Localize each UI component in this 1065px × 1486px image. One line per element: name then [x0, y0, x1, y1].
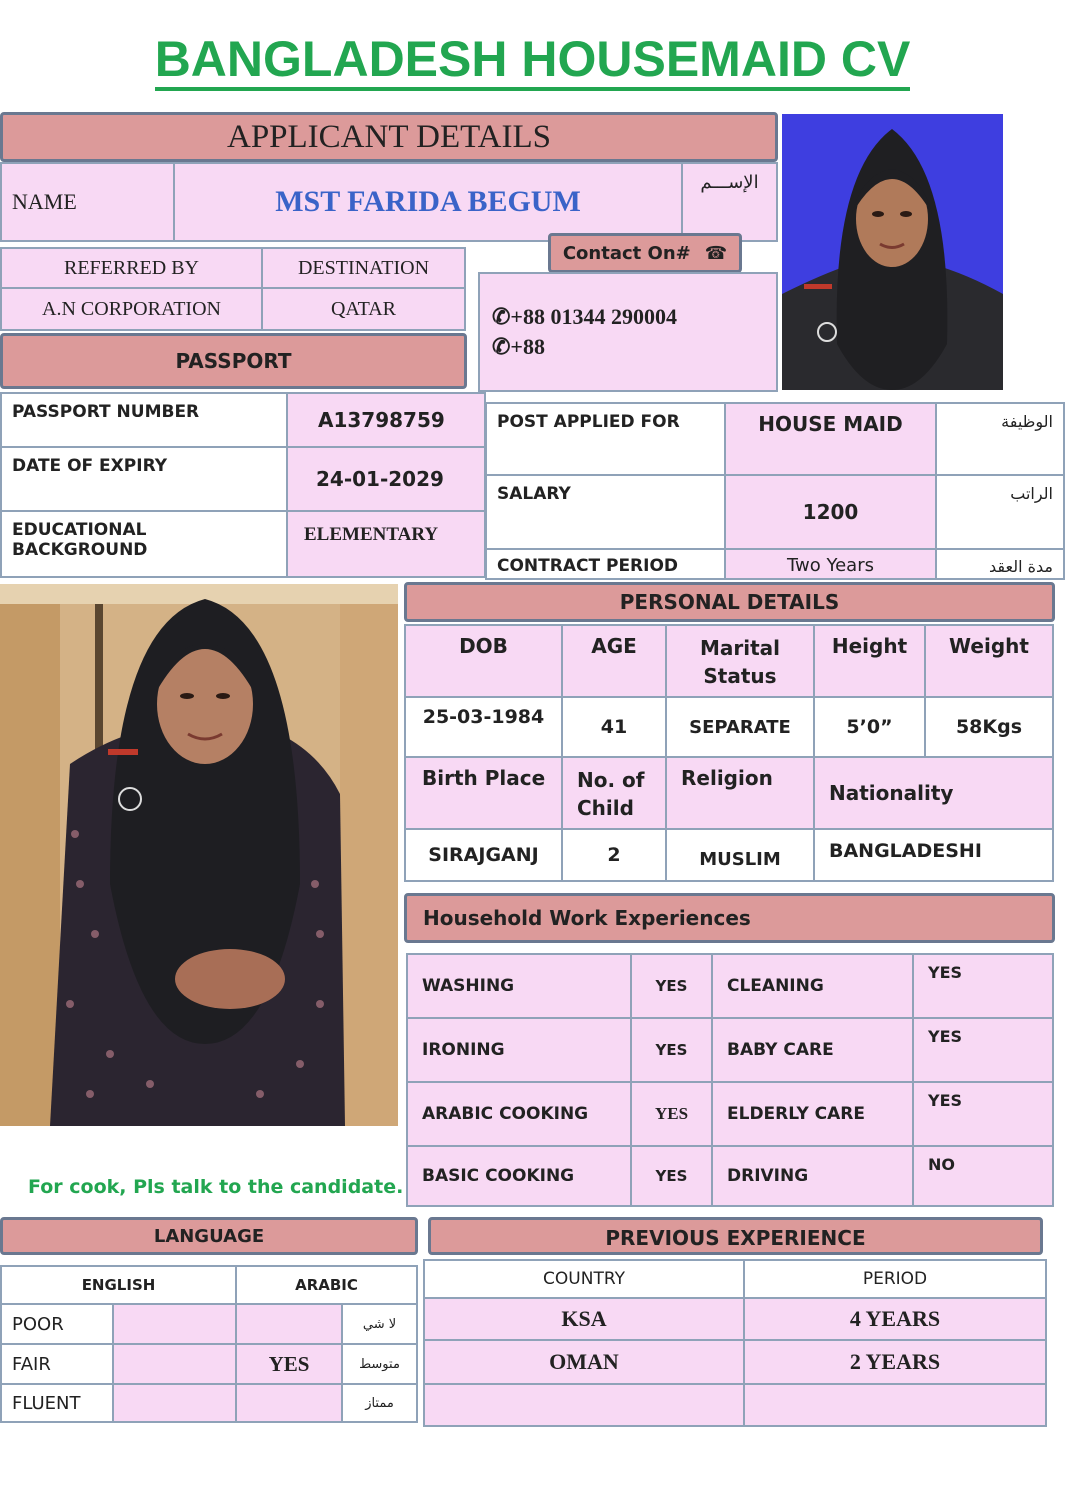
children-label: No. of Child: [561, 756, 667, 830]
previous-period: 4 YEARS: [743, 1297, 1047, 1341]
personal-details-header: PERSONAL DETAILS: [404, 582, 1055, 622]
work-left-label: ARABIC COOKING: [406, 1081, 632, 1147]
name-value: MST FARIDA BEGUM: [173, 162, 683, 242]
birthplace-label: Birth Place: [404, 756, 563, 830]
contract-arabic: مدة العقد: [935, 548, 1065, 580]
language-col-arabic: ARABIC: [235, 1265, 418, 1305]
headshot-photo: [782, 114, 1003, 390]
work-right-value: YES: [912, 1017, 1054, 1083]
previous-experience-header: PREVIOUS EXPERIENCE: [428, 1217, 1043, 1255]
work-right-label: BABY CARE: [711, 1017, 914, 1083]
age-label: AGE: [561, 624, 667, 698]
referred-by-label: REFERRED BY: [0, 247, 263, 289]
contract-label: CONTRACT PERIOD: [485, 548, 726, 580]
work-right-value: YES: [912, 953, 1054, 1019]
work-right-label: CLEANING: [711, 953, 914, 1019]
dob-value: 25-03-1984: [404, 696, 563, 758]
applicant-details-header: APPLICANT DETAILS: [0, 112, 778, 162]
post-label: POST APPLIED FOR: [485, 402, 726, 476]
education-label: EDUCATIONAL BACKGROUND: [0, 510, 288, 578]
contact-phone-2: ✆+88: [492, 334, 545, 359]
work-left-value: YES: [630, 1081, 713, 1147]
language-english-value: [112, 1303, 237, 1345]
language-arabic-label: متوسط: [341, 1343, 418, 1385]
previous-country: KSA: [423, 1297, 745, 1341]
salary-label: SALARY: [485, 474, 726, 550]
marital-label: Marital Status: [665, 624, 815, 698]
previous-period: 2 YEARS: [743, 1339, 1047, 1385]
work-left-label: IRONING: [406, 1017, 632, 1083]
work-right-value: NO: [912, 1145, 1054, 1207]
contract-value: Two Years: [724, 548, 937, 580]
previous-col-country: COUNTRY: [423, 1259, 745, 1299]
salary-arabic: الراتب: [935, 474, 1065, 550]
name-label: NAME: [0, 162, 175, 242]
language-level: POOR: [0, 1303, 114, 1345]
passport-number-label: PASSPORT NUMBER: [0, 392, 288, 448]
post-arabic: الوظيفة: [935, 402, 1065, 476]
cv-title: BANGLADESH HOUSEMAID CV: [0, 30, 1065, 88]
phone-icon: ☎: [704, 242, 728, 264]
full-body-photo: [0, 584, 398, 1126]
destination-value: QATAR: [261, 287, 466, 331]
name-arabic-label: الإســـم: [681, 162, 778, 242]
nationality-value: BANGLADESHI: [813, 828, 1054, 882]
language-arabic-value: YES: [235, 1343, 343, 1385]
contact-phone-1: ✆+88 01344 290004: [492, 304, 677, 329]
post-value: HOUSE MAID: [724, 402, 937, 476]
language-arabic-value: [235, 1383, 343, 1423]
age-value: 41: [561, 696, 667, 758]
passport-header: PASSPORT: [0, 333, 467, 389]
destination-label: DESTINATION: [261, 247, 466, 289]
previous-country: OMAN: [423, 1339, 745, 1385]
previous-country: [423, 1383, 745, 1427]
children-value: 2: [561, 828, 667, 882]
language-arabic-label: ممتاز: [341, 1383, 418, 1423]
work-left-label: BASIC COOKING: [406, 1145, 632, 1207]
language-arabic-value: [235, 1303, 343, 1345]
salary-value: 1200: [724, 474, 937, 550]
height-value: 5’0”: [813, 696, 926, 758]
contact-header: Contact On# ☎: [548, 233, 742, 273]
work-right-label: ELDERLY CARE: [711, 1081, 914, 1147]
language-col-english: ENGLISH: [0, 1265, 237, 1305]
work-right-value: YES: [912, 1081, 1054, 1147]
language-level: FAIR: [0, 1343, 114, 1385]
language-english-value: [112, 1383, 237, 1423]
birthplace-value: SIRAJGANJ: [404, 828, 563, 882]
work-left-value: YES: [630, 1145, 713, 1207]
religion-value: MUSLIM: [665, 828, 815, 882]
nationality-label: Nationality: [813, 756, 1054, 830]
referred-by-value: A.N CORPORATION: [0, 287, 263, 331]
dob-label: DOB: [404, 624, 563, 698]
previous-col-period: PERIOD: [743, 1259, 1047, 1299]
expiry-value: 24-01-2029: [286, 446, 486, 512]
previous-period: [743, 1383, 1047, 1427]
work-header: Household Work Experiences: [404, 893, 1055, 943]
weight-value: 58Kgs: [924, 696, 1054, 758]
language-english-value: [112, 1343, 237, 1385]
language-arabic-label: لا شي: [341, 1303, 418, 1345]
language-level: FLUENT: [0, 1383, 114, 1423]
cook-note: For cook, Pls talk to the candidate.: [28, 1176, 404, 1198]
marital-value: SEPARATE: [665, 696, 815, 758]
religion-label: Religion: [665, 756, 815, 830]
education-value: ELEMENTARY: [286, 510, 486, 578]
work-right-label: DRIVING: [711, 1145, 914, 1207]
height-label: Height: [813, 624, 926, 698]
work-left-value: YES: [630, 1017, 713, 1083]
work-left-value: YES: [630, 953, 713, 1019]
expiry-label: DATE OF EXPIRY: [0, 446, 288, 512]
weight-label: Weight: [924, 624, 1054, 698]
passport-number-value: A13798759: [286, 392, 486, 448]
language-header: LANGUAGE: [0, 1217, 418, 1255]
work-left-label: WASHING: [406, 953, 632, 1019]
contact-phones: [478, 272, 778, 392]
